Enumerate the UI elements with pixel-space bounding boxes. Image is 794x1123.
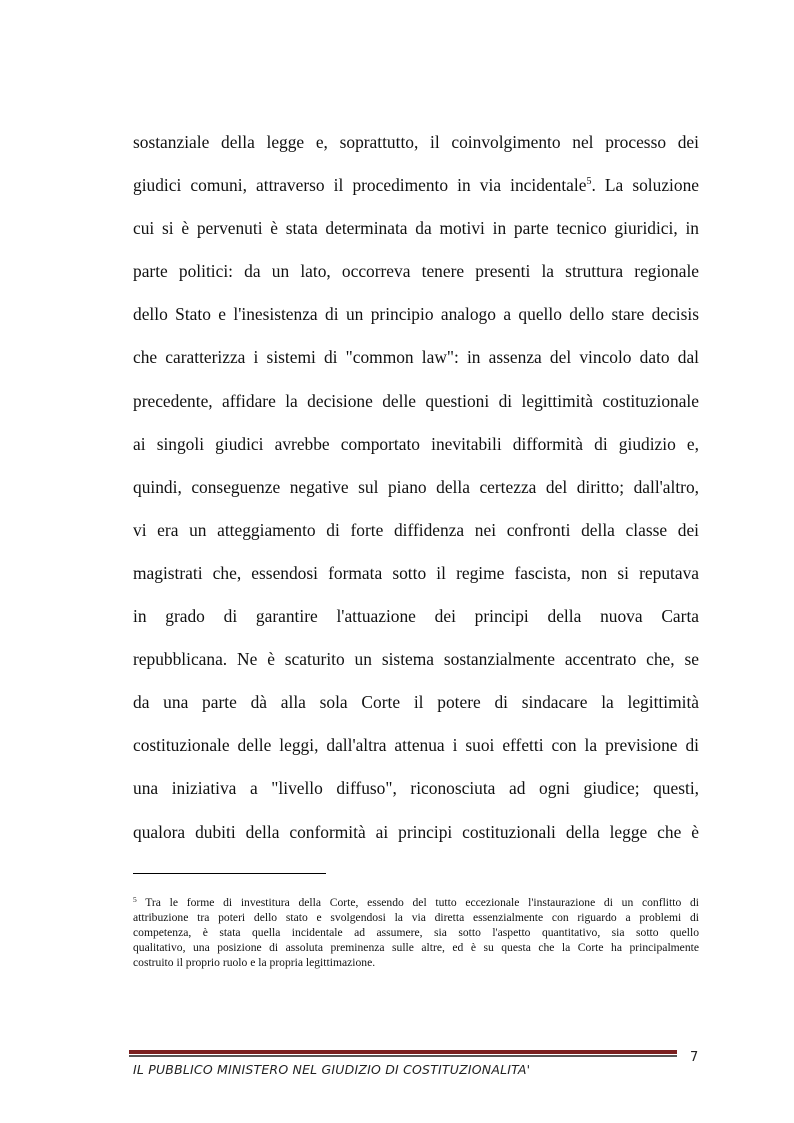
footnote-number: 5 — [133, 895, 137, 904]
body-line: dello Stato e l'inesistenza di un principio analogo a quello dello stare decisis — [133, 304, 699, 325]
body-line: quindi, conseguenze negative sul piano della certezza del diritto; dall'altro, — [133, 476, 699, 497]
body-paragraph — [133, 121, 699, 854]
body-line: cui si è pervenuti è stata determinata da motivi in parte tecnico giuridici, in — [133, 218, 699, 239]
footnote-line: costruito il proprio ruolo e la propria legittimazione. — [133, 956, 376, 969]
body-line: una iniziativa a "livello diffuso", riconosciuta ad ogni giudice; questi, — [133, 778, 699, 799]
body-line: precedente, affidare la decisione delle questioni di legittimità costituzionale — [133, 390, 699, 411]
page-number: 7 — [690, 1050, 699, 1065]
body-line: vi era un atteggiamento di forte diffidenza nei confronti della classe dei — [133, 519, 699, 540]
body-line — [133, 164, 699, 207]
body-line: in grado di garantire l'attuazione dei principi della nuova Carta — [133, 606, 699, 627]
body-line: ai singoli giudici avrebbe comportato inevitabili difformità di giudizio e, — [133, 433, 699, 454]
body-line-text: . La soluzione — [591, 175, 699, 196]
footnote-line: competenza, è stata quella incidentale ad assumere, sia sotto l'aspetto quantitativo, sia sotto quello — [133, 926, 699, 939]
body-line: costituzionale delle leggi, dall'altra attenua i suoi effetti con la previsione di — [133, 735, 699, 756]
body-line: repubblicana. Ne è scaturito un sistema sostanzialmente accentrato che, se — [133, 649, 699, 670]
footnote — [133, 895, 699, 970]
footer-rule-thick — [129, 1050, 677, 1054]
body-line-text: giudici comuni, attraverso il procedimento in via incidentale — [133, 175, 587, 196]
body-line: sostanziale della legge e, soprattutto, il coinvolgimento nel processo dei — [133, 132, 699, 152]
body-line: che caratterizza i sistemi di "common law": in assenza del vincolo dato dal — [133, 347, 699, 368]
footnote-line: qualitativo, una posizione di assoluta preminenza sulle altre, ed è su questa che la Corte ha principalmente — [133, 941, 699, 954]
body-line: magistrati che, essendosi formata sotto il regime fascista, non si reputava — [133, 562, 699, 583]
footnote-line-text: Tra le forme di investitura della Corte, essendo del tutto eccezionale l'instaurazione di un conflitto di — [145, 896, 699, 909]
body-line: parte politici: da un lato, occorreva tenere presenti la struttura regionale — [133, 261, 699, 282]
body-line: da una parte dà alla sola Corte il potere di sindacare la legittimità — [133, 692, 699, 713]
footnote-reference[interactable]: 5 — [586, 176, 592, 188]
footnote-line — [133, 895, 699, 910]
footer-rule-thin — [129, 1055, 677, 1057]
footnote-line: attribuzione tra poteri dello stato e svolgendosi la via diretta essenzialmente con riguardo a problemi di — [133, 911, 699, 924]
body-line: qualora dubiti della conformità ai principi costituzionali della legge che è — [133, 821, 699, 842]
running-footer-title: IL PUBBLICO MINISTERO NEL GIUDIZIO DI COSTITUZIONALITA' — [133, 1062, 531, 1077]
footnote-separator — [133, 873, 326, 874]
